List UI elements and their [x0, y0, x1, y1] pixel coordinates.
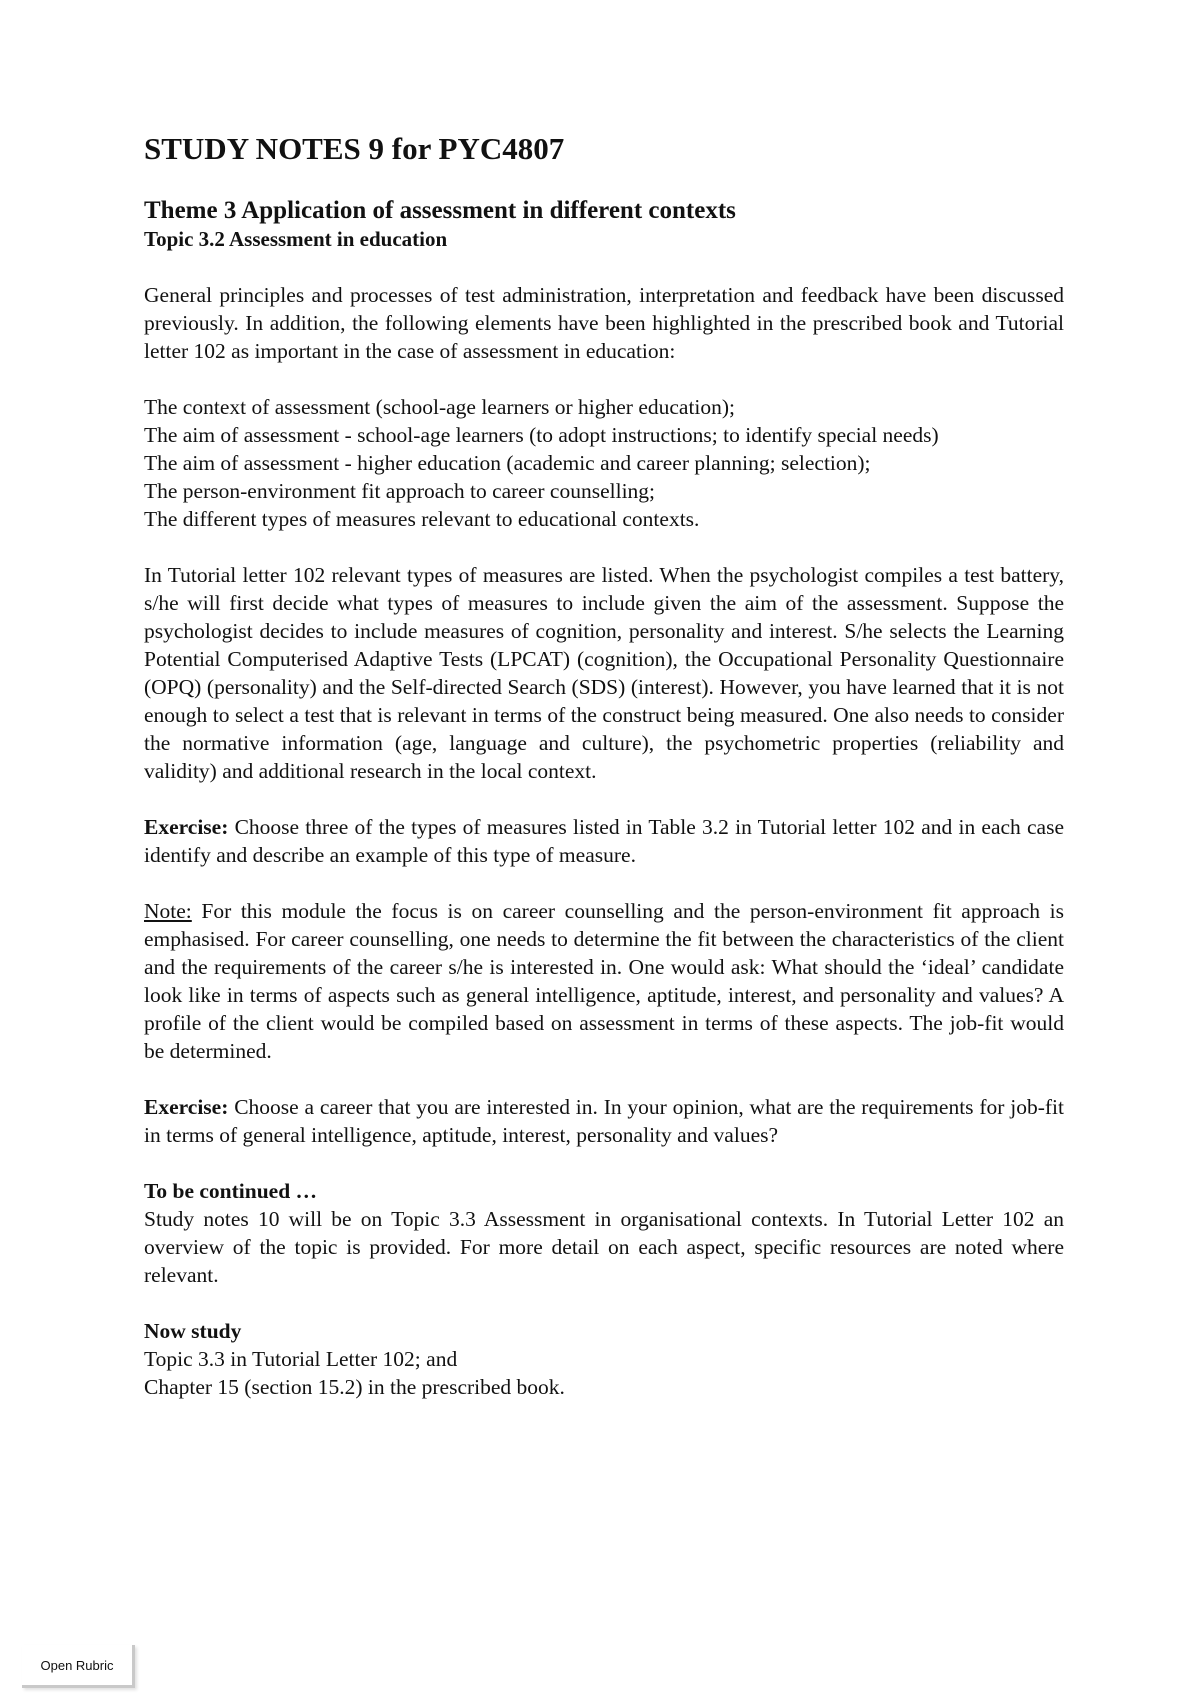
continued-paragraph: Study notes 10 will be on Topic 3.3 Assessment in organisational contexts. In Tutorial Letter 102 an overview of the topic is provided. For more detail on each aspect, specific resources are noted where relevant. — [144, 1207, 1064, 1288]
exercise-1-text: Choose three of the types of measures listed in Table 3.2 in Tutorial letter 102 and in each case identify and describe an example of this type of measure. — [144, 815, 1064, 868]
list-item: The aim of assessment - school-age learners (to adopt instructions; to identify special needs) — [144, 423, 939, 448]
list-item: Chapter 15 (section 15.2) in the prescribed book. — [144, 1375, 565, 1400]
note-label: Note: — [144, 899, 192, 924]
open-rubric-button[interactable]: Open Rubric — [22, 1645, 135, 1688]
theme-heading: Theme 3 Application of assessment in different contexts — [144, 197, 736, 225]
topic-heading: Topic 3.2 Assessment in education — [144, 227, 448, 252]
list-item: The person-environment fit approach to career counselling; — [144, 479, 656, 504]
now-study-section — [144, 1317, 1064, 1401]
exercise-2-label: Exercise: — [144, 1095, 229, 1120]
list-item: Topic 3.3 in Tutorial Letter 102; and — [144, 1347, 458, 1372]
exercise-2-text: Choose a career that you are interested in. In your opinion, what are the requirements for job-fit in terms of general intelligence, aptitude, interest, personality and values? — [144, 1095, 1064, 1148]
list-item: The different types of measures relevant to educational contexts. — [144, 507, 700, 532]
document-title: STUDY NOTES 9 for PYC4807 — [144, 131, 565, 166]
continued-section — [144, 1177, 1064, 1289]
exercise-1-label: Exercise: — [144, 815, 229, 840]
continued-heading: To be continued … — [144, 1179, 318, 1204]
measures-paragraph: In Tutorial letter 102 relevant types of measures are listed. When the psychologist compiles a test battery, s/he will first decide what types of measures to include given the aim of the assessment. Suppose the psychologist decides to include measures of cognition, personality and interest. S/he selects the Learning Potential Computerised Adaptive Tests (LPCAT) (cognition), the Occupational Personality Questionnaire (OPQ) (personality) and the Self-directed Search (SDS) (interest). However, you have learned that it is not enough to select a test that is relevant in terms of the construct being measured. One also needs to consider the normative information (age, language and culture), the psychometric properties (reliability and validity) and additional research in the local context. — [144, 563, 1064, 784]
exercise-1-paragraph — [144, 813, 1064, 869]
note-paragraph — [144, 897, 1064, 1065]
list-item: The context of assessment (school-age learners or higher education); — [144, 395, 736, 420]
document-page — [144, 130, 1064, 1429]
intro-paragraph: General principles and processes of test administration, interpretation and feedback have been discussed previously. In addition, the following elements have been highlighted in the prescribed book and Tutorial letter 102 as important in the case of assessment in education: — [144, 283, 1064, 364]
elements-list — [144, 393, 1064, 533]
now-study-heading: Now study — [144, 1319, 242, 1344]
note-text: For this module the focus is on career counselling and the person-environment fit approach is emphasised. For career counselling, one needs to determine the fit between the characteristics of the client and the requirements of the career s/he is interested in. One would ask: What should the ‘ideal’ candidate look like in terms of aspects such as general intelligence, aptitude, interest, and personality and values? A profile of the client would be compiled based on assessment in terms of these aspects. The job-fit would be determined. — [144, 899, 1064, 1064]
exercise-2-paragraph — [144, 1093, 1064, 1149]
list-item: The aim of assessment - higher education (academic and career planning; selection); — [144, 451, 871, 476]
